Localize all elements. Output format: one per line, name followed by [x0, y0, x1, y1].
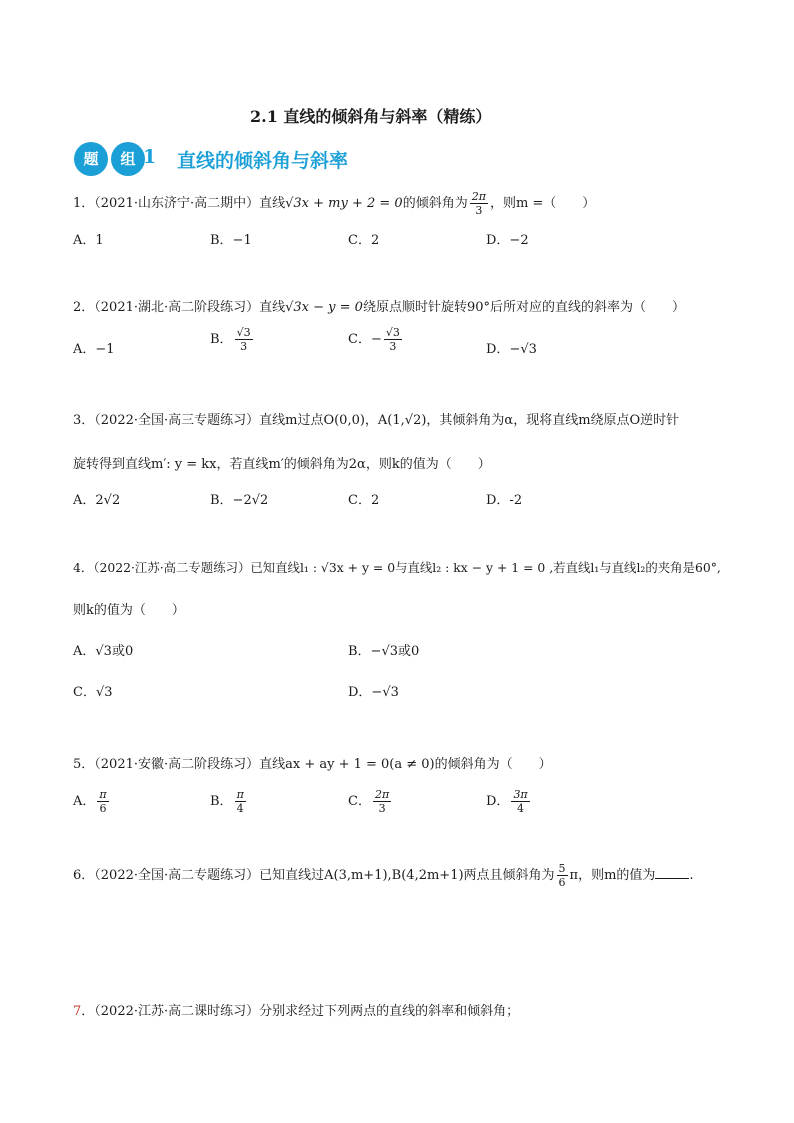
- question-7: [73, 1000, 519, 1019]
- q1-option-a[interactable]: A．1: [73, 233, 104, 248]
- question-6-frac-num: 5: [558, 862, 566, 875]
- question-6-answer-blank[interactable]: [655, 866, 689, 879]
- question-4-line-1: 4．（2022·江苏·高二专题练习）已知直线l₁ : √3x + y = 0与直线l₂ : kx − y + 1 = 0 ,若直线l₁与直线l₂的夹角是60°,: [73, 560, 721, 575]
- question-1-equation: √3x + my + 2 = 0: [285, 196, 403, 211]
- section-number: 1: [143, 146, 157, 168]
- question-7-stem: ．（2022·江苏·高二课时练习）分别求经过下列两点的直线的斜率和倾斜角；: [81, 1004, 520, 1019]
- q5-option-d-fraction: [511, 788, 529, 815]
- question-1-pre: 1．（2021·山东济宁·高二期中）直线: [73, 196, 286, 211]
- q2-option-c-num: √3: [385, 326, 400, 339]
- question-6-fraction: [557, 862, 568, 889]
- q5-option-c-den: 3: [378, 802, 386, 815]
- question-5: 5．（2021·安徽·高二阶段练习）直线ax + ay + 1 = 0(a ≠ 0)的倾斜角为（ ）: [73, 757, 552, 772]
- question-3-line-2: 旋转得到直线m′: y = kx，若直线m′的倾斜角为2α，则k的值为（ ）: [73, 457, 491, 472]
- q5-option-b-fraction: [235, 788, 246, 815]
- question-6-pre: 6．（2022·全国·高二专题练习）已知直线过A(3,m+1),B(4,2m+1)两点且倾斜角为: [73, 868, 555, 883]
- q5-option-a-label: A．: [73, 794, 96, 809]
- question-1-frac-num: 2π: [471, 190, 486, 203]
- q5-option-b-num: π: [236, 788, 244, 801]
- q3-option-d[interactable]: D．-2: [486, 493, 523, 508]
- q4-option-c[interactable]: C．√3: [73, 685, 113, 700]
- question-1-fraction: [470, 190, 488, 217]
- q2-option-c-fraction: [384, 326, 402, 353]
- question-1-mid: 的倾斜角为: [402, 196, 468, 211]
- q2-option-b[interactable]: [210, 326, 255, 353]
- q2-option-a-value: −1: [95, 342, 115, 357]
- q5-option-a-den: 6: [99, 802, 107, 815]
- q5-option-d-num: 3π: [513, 788, 528, 801]
- q4-option-a[interactable]: A．√3或0: [73, 644, 134, 659]
- page-title: 2.1 直线的倾斜角与斜率（精练）: [250, 107, 492, 126]
- question-6-frac-den: 6: [558, 876, 566, 889]
- q2-option-b-fraction: [235, 326, 253, 353]
- q2-option-d[interactable]: [486, 338, 537, 357]
- q2-option-a-label: A．: [73, 342, 96, 357]
- question-6-post: .: [689, 868, 694, 883]
- q5-option-c[interactable]: [348, 788, 393, 815]
- q4-option-d[interactable]: D．−√3: [348, 685, 399, 700]
- q5-option-a-num: π: [99, 788, 107, 801]
- q5-option-b-den: 4: [236, 802, 244, 815]
- section-badge-zu: 组: [111, 142, 145, 176]
- question-1-post: ，则m =（ ）: [489, 196, 596, 211]
- q5-option-d[interactable]: [486, 788, 532, 815]
- q2-option-c-label: C．: [348, 332, 371, 347]
- question-2: [73, 296, 685, 315]
- question-7-number: 7: [73, 1004, 82, 1019]
- q5-option-d-label: D．: [486, 794, 510, 809]
- q2-option-b-num: √3: [236, 326, 251, 339]
- question-1-frac-den: 3: [475, 204, 483, 217]
- q5-option-b-label: B．: [210, 794, 233, 809]
- question-1: [73, 190, 595, 217]
- q3-option-c[interactable]: C．2: [348, 493, 380, 508]
- q5-option-b[interactable]: [210, 788, 248, 815]
- section-title: 直线的倾斜角与斜率: [177, 150, 349, 172]
- q2-option-b-den: 3: [240, 340, 248, 353]
- question-2-pre: 2．（2021·湖北·高二阶段练习）直线: [73, 300, 286, 315]
- q2-option-b-label: B．: [210, 332, 233, 347]
- q5-option-c-fraction: [373, 788, 391, 815]
- q1-option-b[interactable]: B．−1: [210, 233, 252, 248]
- q4-option-b[interactable]: B．−√3或0: [348, 644, 420, 659]
- q2-option-a[interactable]: [73, 338, 115, 357]
- q3-option-a[interactable]: A．2√2: [73, 493, 121, 508]
- q2-option-c-den: 3: [389, 340, 397, 353]
- q2-option-d-value: −√3: [509, 342, 537, 357]
- q5-option-d-den: 4: [517, 802, 525, 815]
- q1-option-c[interactable]: C．2: [348, 233, 380, 248]
- section-badge-ti: 题: [74, 142, 108, 176]
- q2-option-d-label: D．: [486, 342, 510, 357]
- q5-option-c-num: 2π: [374, 788, 390, 801]
- question-2-equation: √3x − y = 0: [285, 300, 363, 315]
- question-6-mid: π，则m的值为: [569, 868, 656, 883]
- q3-option-b[interactable]: B．−2√2: [210, 493, 269, 508]
- question-2-post: 绕原点顺时针旋转90°后所对应的直线的斜率为（ ）: [362, 300, 685, 315]
- q2-option-c[interactable]: C．− $\frac{√3}{3}$: [348, 326, 400, 353]
- question-6: [73, 862, 694, 889]
- question-4-line-2: 则k的值为（ ）: [73, 603, 185, 618]
- q1-option-d[interactable]: D．−2: [486, 233, 529, 248]
- question-3-line-1: 3．（2022·全国·高三专题练习）直线m过点O(0,0)，A(1,√2)，其倾斜角为α，现将直线m绕原点O逆时针: [73, 413, 680, 428]
- q5-option-a-fraction: [97, 788, 108, 815]
- q5-option-a[interactable]: [73, 788, 111, 815]
- q5-option-c-label: C．: [348, 794, 371, 809]
